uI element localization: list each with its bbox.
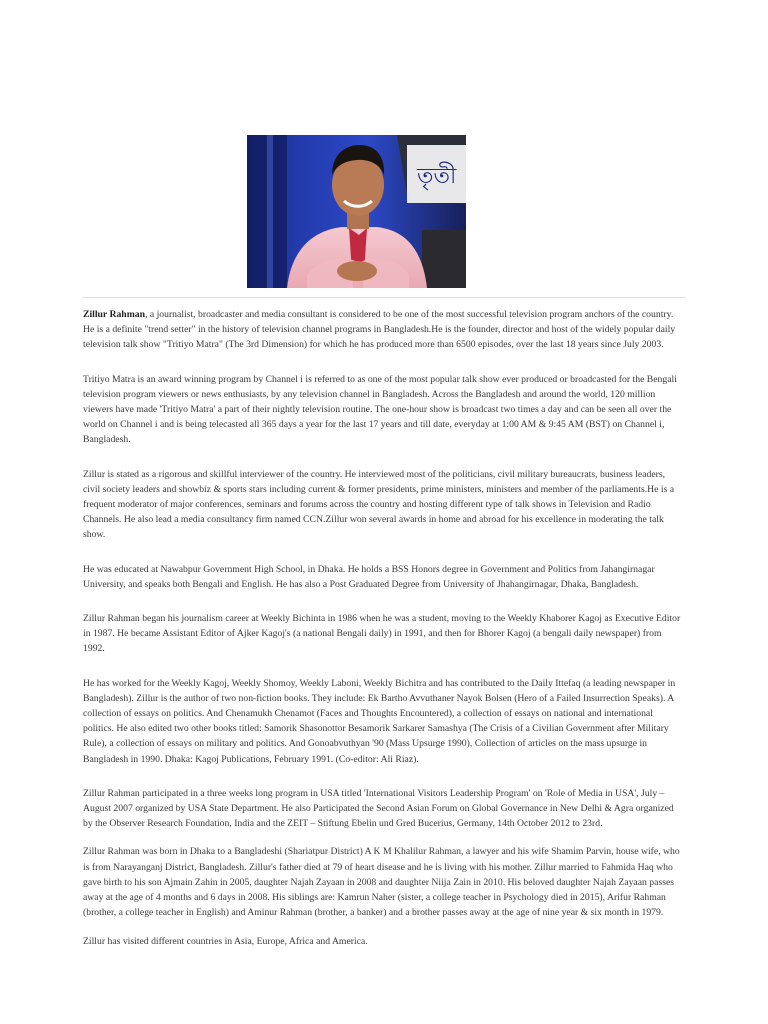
- paragraph-publications: He has worked for the Weekly Kagoj, Weekly Shomoy, Weekly Laboni, Weekly Bichitra and has contributed to the Daily Ittefaq (a leading newspaper in Bangladesh). Zillur is the author of two non-fiction books. They include: Ek Bartho Avvuthaner Nayok Bolsen (Hero of a Failed Insurrection Speaks). A collection of essays on politics. And Chenamukh Chenamot (Faces and Thoughts Encountered), a collection of essays on national and international politics. He also edited two other books titled: Samorik Shasonottor Besamorik Sarkarer Samashya (The Crisis of a Civilian Government after Military Rule), a collection of essays on military and politics. And Gonoabvuthyan '90 (Mass Upsurge 1990), Collection of articles on the mass upsurge in Bangladesh in 1990. Dhaka: Kagoj Publications, February 1991. (Co-editor: Ali Riaz).: [83, 677, 676, 765]
- divider: [82, 297, 686, 298]
- paragraph-programs: Zillur Rahman participated in a three weeks long program in USA titled 'International Visitors Leadership Program' on 'Role of Media in USA', July – August 2007 organized by USA State Department. He also Participated the Second Asian Forum on Global Governance in New Delhi & Agra organized by the Observer Research Foundation, India and the ZEIT – Stiftung Ebelin und Gred Bucerius, Germany, 14th October 2012 to 23rd.: [83, 787, 674, 830]
- lead-text: , a journalist, broadcaster and media consultant is considered to be one of the most successful television program anchors of the country. He is a definite "trend setter" in the history of television channel programs in Bangladesh.He is the founder, director and host of the widely popular daily television talk show "Tritiyo Matra" (The 3rd Dimension) for which he has produced more than 6500 episodes, over the last 18 years since July 2003.: [83, 309, 676, 351]
- portrait-photo: [247, 135, 466, 288]
- lead-paragraph: [83, 307, 683, 353]
- logo-glyph: তৃতী: [417, 164, 457, 189]
- paragraph-travel: Zillur has visited different countries in Asia, Europe, Africa and America.: [83, 935, 368, 947]
- paragraph-family: Zillur Rahman was born in Dhaka to a Bangladeshi (Shariatpur District) A K M Khalilur Rahman, a lawyer and his wife Shamim Parvin, house wife, who is from Narayanganj District, Bangladesh. Zillur's father died at 79 of heart disease and he is living with his mother. Zillur married to Fahmida Haq who gave birth to his son Ajmain Zahin in 2005, daughter Najah Zayaan in 2008 and daughter Niija Zain in 2010. His beloved daughter Najah Zayaan passes away at the age of 4 months and 6 days in 2008. His siblings are: Kamrun Naher (sister, a college teacher in Psychology died in 2015), Arifur Rahman (brother, a college teacher in English) and Aminur Rahman (brother, a banker) and a brother passes away at the age of nine year & six month in 1979.: [83, 846, 680, 919]
- paragraph-education: He was educated at Nawabpur Government High School, in Dhaka. He holds a BSS Honors degree in Government and Politics from Jahangirnagar University, and speaks both Bengali and English. He has also a Post Graduated Degree from University of Jhahangirnagar, Dhaka, Bangladesh.: [83, 563, 655, 590]
- paragraph-tritiyo-matra: Tritiyo Matra is an award winning program by Channel i is referred to as one of the most popular talk show ever produced or broadcasted for the Bengali television program viewers or news enthusiasts, by any television channel in Bangladesh. Across the Bangladesh and around the world, 120 million viewers have made 'Tritiyo Matra' a part of their nightly television routine. The one-hour show is broadcast two times a day and can be seen all over the world on Channel i and is being telecasted all 365 days a year for the last 17 years and till date, everyday at 1:00 AM & 9:45 AM (BST) on Channel i, Bangladesh.: [83, 373, 677, 446]
- lead-name: Zillur Rahman: [83, 309, 145, 320]
- portrait-illustration: [247, 135, 466, 288]
- biography-body: [83, 307, 683, 962]
- paragraph-career: Zillur Rahman began his journalism career at Weekly Bichinta in 1986 when he was a student, moving to the Weekly Khaborer Kagoj as Executive Editor in 1987. He became Assistant Editor of Ajker Kagoj's (a national Bengali daily) in 1991, and then for Bhorer Kagoj (a bengali daily newspaper) from 1992.: [83, 613, 681, 655]
- paragraph-interviewer: Zillur is stated as a rigorous and skillful interviewer of the country. He interviewed most of the politicians, civil military bureaucrats, business leaders, civil society leaders and showbiz & sports stars including current & former presidents, prime ministers, ministers and member of the parliaments.He is a frequent moderator of major conferences, seminars and forums across the country and hosting different type of talk shows in Television and Radio Channels. He also lead a media consultancy firm named CCN.Zillur won several awards in home and abroad for his excellence in moderating the talk show.: [83, 468, 675, 541]
